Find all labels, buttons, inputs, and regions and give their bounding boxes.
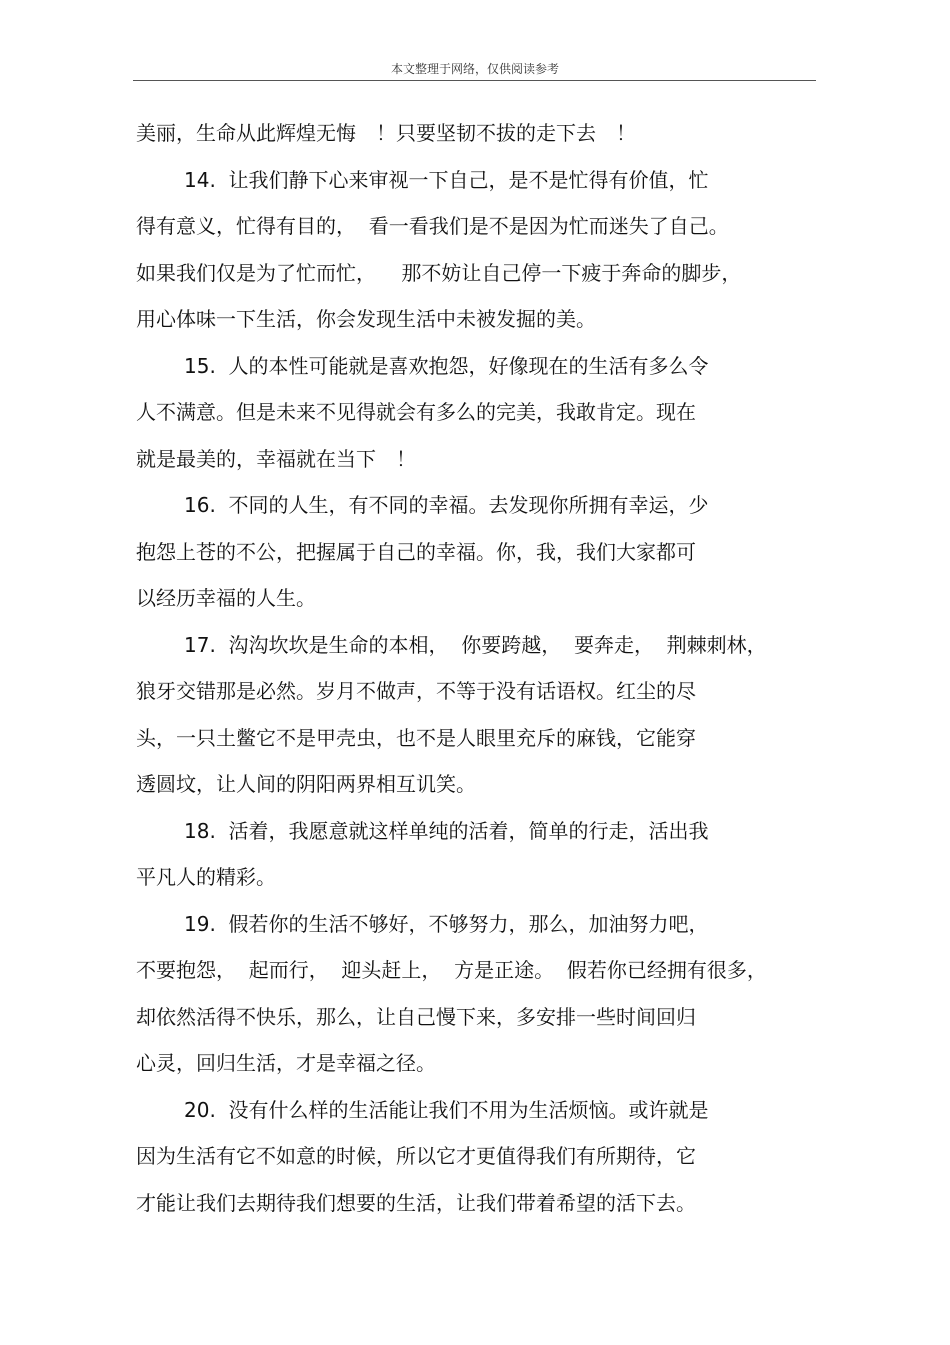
text-line: 就是最美的，幸福就在当下 ！ <box>136 446 416 471</box>
text-line: 头，一只土鳖它不是甲壳虫，也不是人眼里充斥的麻钱，它能穿 <box>136 725 696 750</box>
paragraph-17-line-1: 17. 沟沟坎坎是生命的本相， 你要跨越， 要奔走， 荆棘刺林， <box>184 632 767 657</box>
paragraph-20-line-1: 20. 没有什么样的生活能让我们不用为生活烦恼。或许就是 <box>184 1097 709 1122</box>
text-line: 用心体味一下生活，你会发现生活中未被发掘的美。 <box>136 307 596 331</box>
document-body <box>136 110 816 1226</box>
text-line: 因为生活有它不如意的时候，所以它才更值得我们有所期待，它 <box>136 1144 696 1168</box>
text-line: 狼牙交错那是必然。岁月不做声，不等于没有话语权。红尘的尽 <box>136 679 696 703</box>
header-rule <box>133 80 816 81</box>
paragraph-18-line-1: 18. 活着，我愿意就这样单纯的活着，简单的行走，活出我 <box>184 818 709 843</box>
text-line: 却依然活得不快乐，那么，让自己慢下来，多安排一些时间回归 <box>136 1004 696 1029</box>
paragraph-14-line-1: 14. 让我们静下心来审视一下自己，是不是忙得有价值，忙 <box>184 167 709 192</box>
text-line: 平凡人的精彩。 <box>136 865 276 889</box>
text-line: 心灵，回归生活，才是幸福之径。 <box>136 1051 436 1075</box>
text-line: 抱怨上苍的不公，把握属于自己的幸福。你，我，我们大家都可 <box>136 539 696 564</box>
text-line: 以经历幸福的人生。 <box>136 586 316 610</box>
text-line: 不要抱怨， 起而行， 迎头赶上， 方是正途。 假若你已经拥有很多， <box>136 958 767 982</box>
paragraph-15-line-1: 15. 人的本性可能就是喜欢抱怨，好像现在的生活有多么令 <box>184 353 709 378</box>
text-line: 如果我们仅是为了忙而忙， 那不妨让自己停一下疲于奔命的脚步， <box>136 260 742 285</box>
text-line: 美丽，生命从此辉煌无悔 ！只要坚韧不拔的走下去 ！ <box>136 121 636 145</box>
text-line: 才能让我们去期待我们想要的生活，让我们带着希望的活下去。 <box>136 1190 696 1215</box>
text-line: 人不满意。但是未来不见得就会有多么的完美，我敢肯定。现在 <box>136 400 696 424</box>
text-line: 得有意义，忙得有目的， 看一看我们是不是因为忙而迷失了自己。 <box>136 214 729 238</box>
page-header: 本文整理于网络，仅供阅读参考 <box>390 62 559 76</box>
paragraph-19-line-1: 19. 假若你的生活不够好，不够努力，那么，加油努力吧， <box>184 911 709 936</box>
paragraph-16-line-1: 16. 不同的人生，有不同的幸福。去发现你所拥有幸运，少 <box>184 493 709 517</box>
text-line: 透圆坟，让人间的阴阳两界相互讥笑。 <box>136 772 476 796</box>
